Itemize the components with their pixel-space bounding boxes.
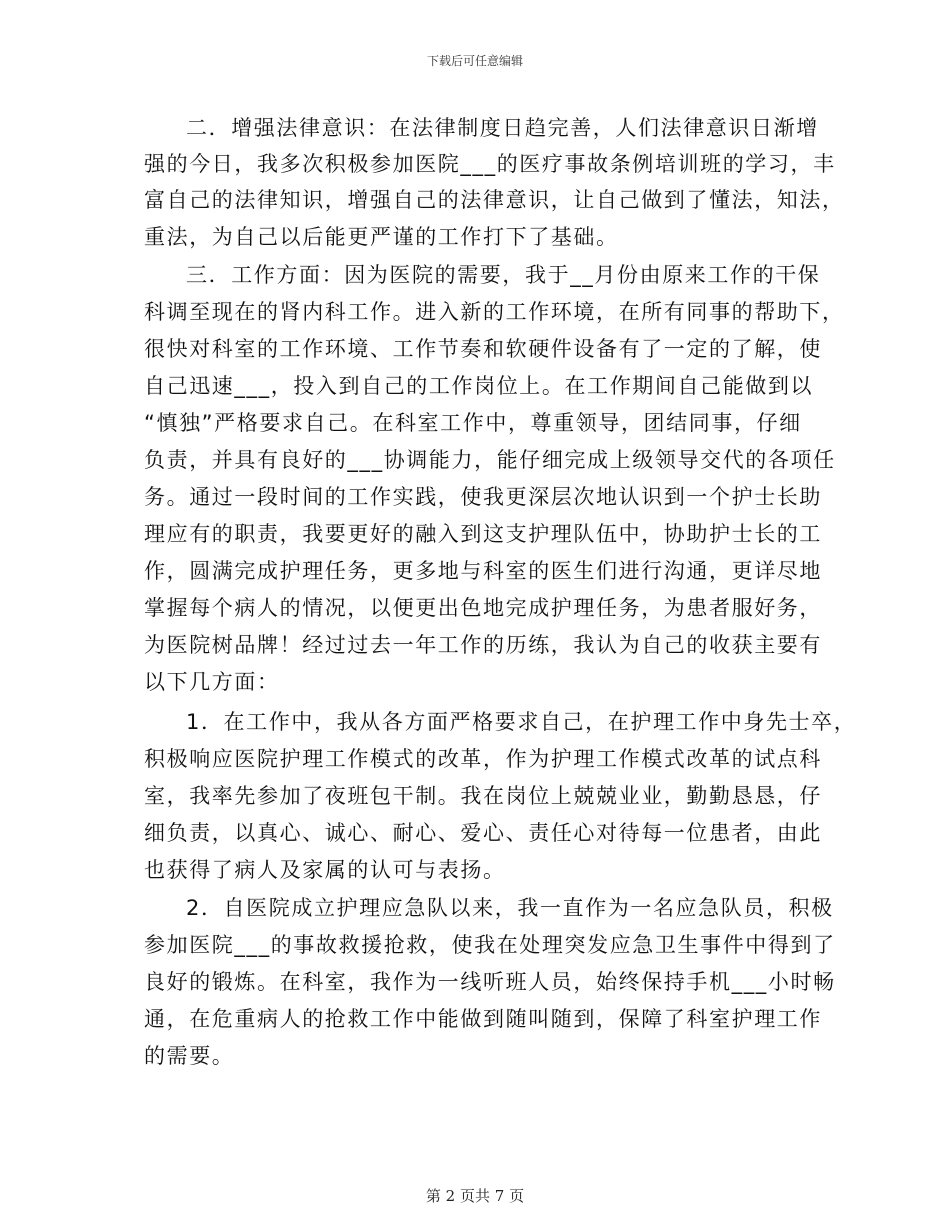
paragraph-line: 富自己的法律知识，增强自己的法律意识，让自己做到了懂法，知法， [144, 188, 845, 212]
paragraph-line: 也获得了病人及家属的认可与表扬。 [144, 858, 506, 882]
paragraph-line: 作，圆满完成护理任务，更多地与科室的医生们进行沟通，更详尽地 [144, 559, 822, 583]
paragraph-line: 科调至现在的肾内科工作。进入新的工作环境，在所有同事的帮助下， [144, 300, 845, 324]
paragraph-line: 良好的锻炼。在科室，我作为一线听班人员，始终保持手机___小时畅 [144, 970, 836, 994]
paragraph-line: 负责，并具有良好的___协调能力，能仔细完成上级领导交代的各项任 [144, 448, 836, 472]
paragraph-line: 掌握每个病人的情况，以便更出色地完成护理任务，为患者服好务， [144, 596, 822, 620]
page-footer: 第 2 页共 7 页 [425, 1187, 525, 1205]
paragraph-line: 参加医院___的事故救援抢救，使我在处理突发应急卫生事件中得到了 [144, 933, 836, 957]
paragraph-line: “慎独”严格要求自己。在科室工作中，尊重领导，团结同事，仔细 [144, 411, 802, 435]
paragraph-line: 二．增强法律意识：在法律制度日趋完善，人们法律意识日渐增 [186, 116, 819, 140]
paragraph-line: 三．工作方面：因为医院的需要，我于__月份由原来工作的干保 [186, 263, 821, 287]
paragraph-line: 务。通过一段时间的工作实践，使我更深层次地认识到一个护士长助 [144, 485, 822, 509]
paragraph-line: 的需要。 [144, 1044, 235, 1068]
paragraph-line: 积极响应医院护理工作模式的改革，作为护理工作模式改革的试点科 [144, 747, 822, 771]
paragraph-line: 强的今日，我多次积极参加医院___的医疗事故条例培训班的学习，丰 [144, 152, 836, 176]
paragraph-line: 理应有的职责，我要更好的融入到这支护理队伍中，协助护士长的工 [144, 522, 822, 546]
paragraph-line: 通，在危重病人的抢救工作中能做到随叫随到，保障了科室护理工作 [144, 1007, 822, 1031]
paragraph-line: 1．在工作中，我从各方面严格要求自己，在护理工作中身先士卒， [186, 710, 857, 734]
paragraph-line: 以下几方面： [144, 670, 280, 694]
paragraph-line: 为医院树品牌！经过过去一年工作的历练，我认为自己的收获主要有 [144, 633, 822, 657]
page-header: 下载后可任意编辑 [426, 54, 523, 68]
paragraph-line: 室，我率先参加了夜班包干制。我在岗位上兢兢业业，勤勤恳恳，仔 [144, 784, 822, 808]
paragraph-line: 重法，为自己以后能更严谨的工作打下了基础。 [144, 225, 619, 249]
paragraph-line: 2．自医院成立护理应急队以来，我一直作为一名应急队员，积极 [186, 896, 834, 920]
paragraph-line: 自己迅速___，投入到自己的工作岗位上。在工作期间自己能做到以 [144, 374, 814, 398]
paragraph-line: 细负责，以真心、诚心、耐心、爱心、责任心对待每一位患者，由此 [144, 821, 822, 845]
paragraph-line: 很快对科室的工作环境、工作节奏和软硬件设备有了一定的了解，使 [144, 337, 822, 361]
